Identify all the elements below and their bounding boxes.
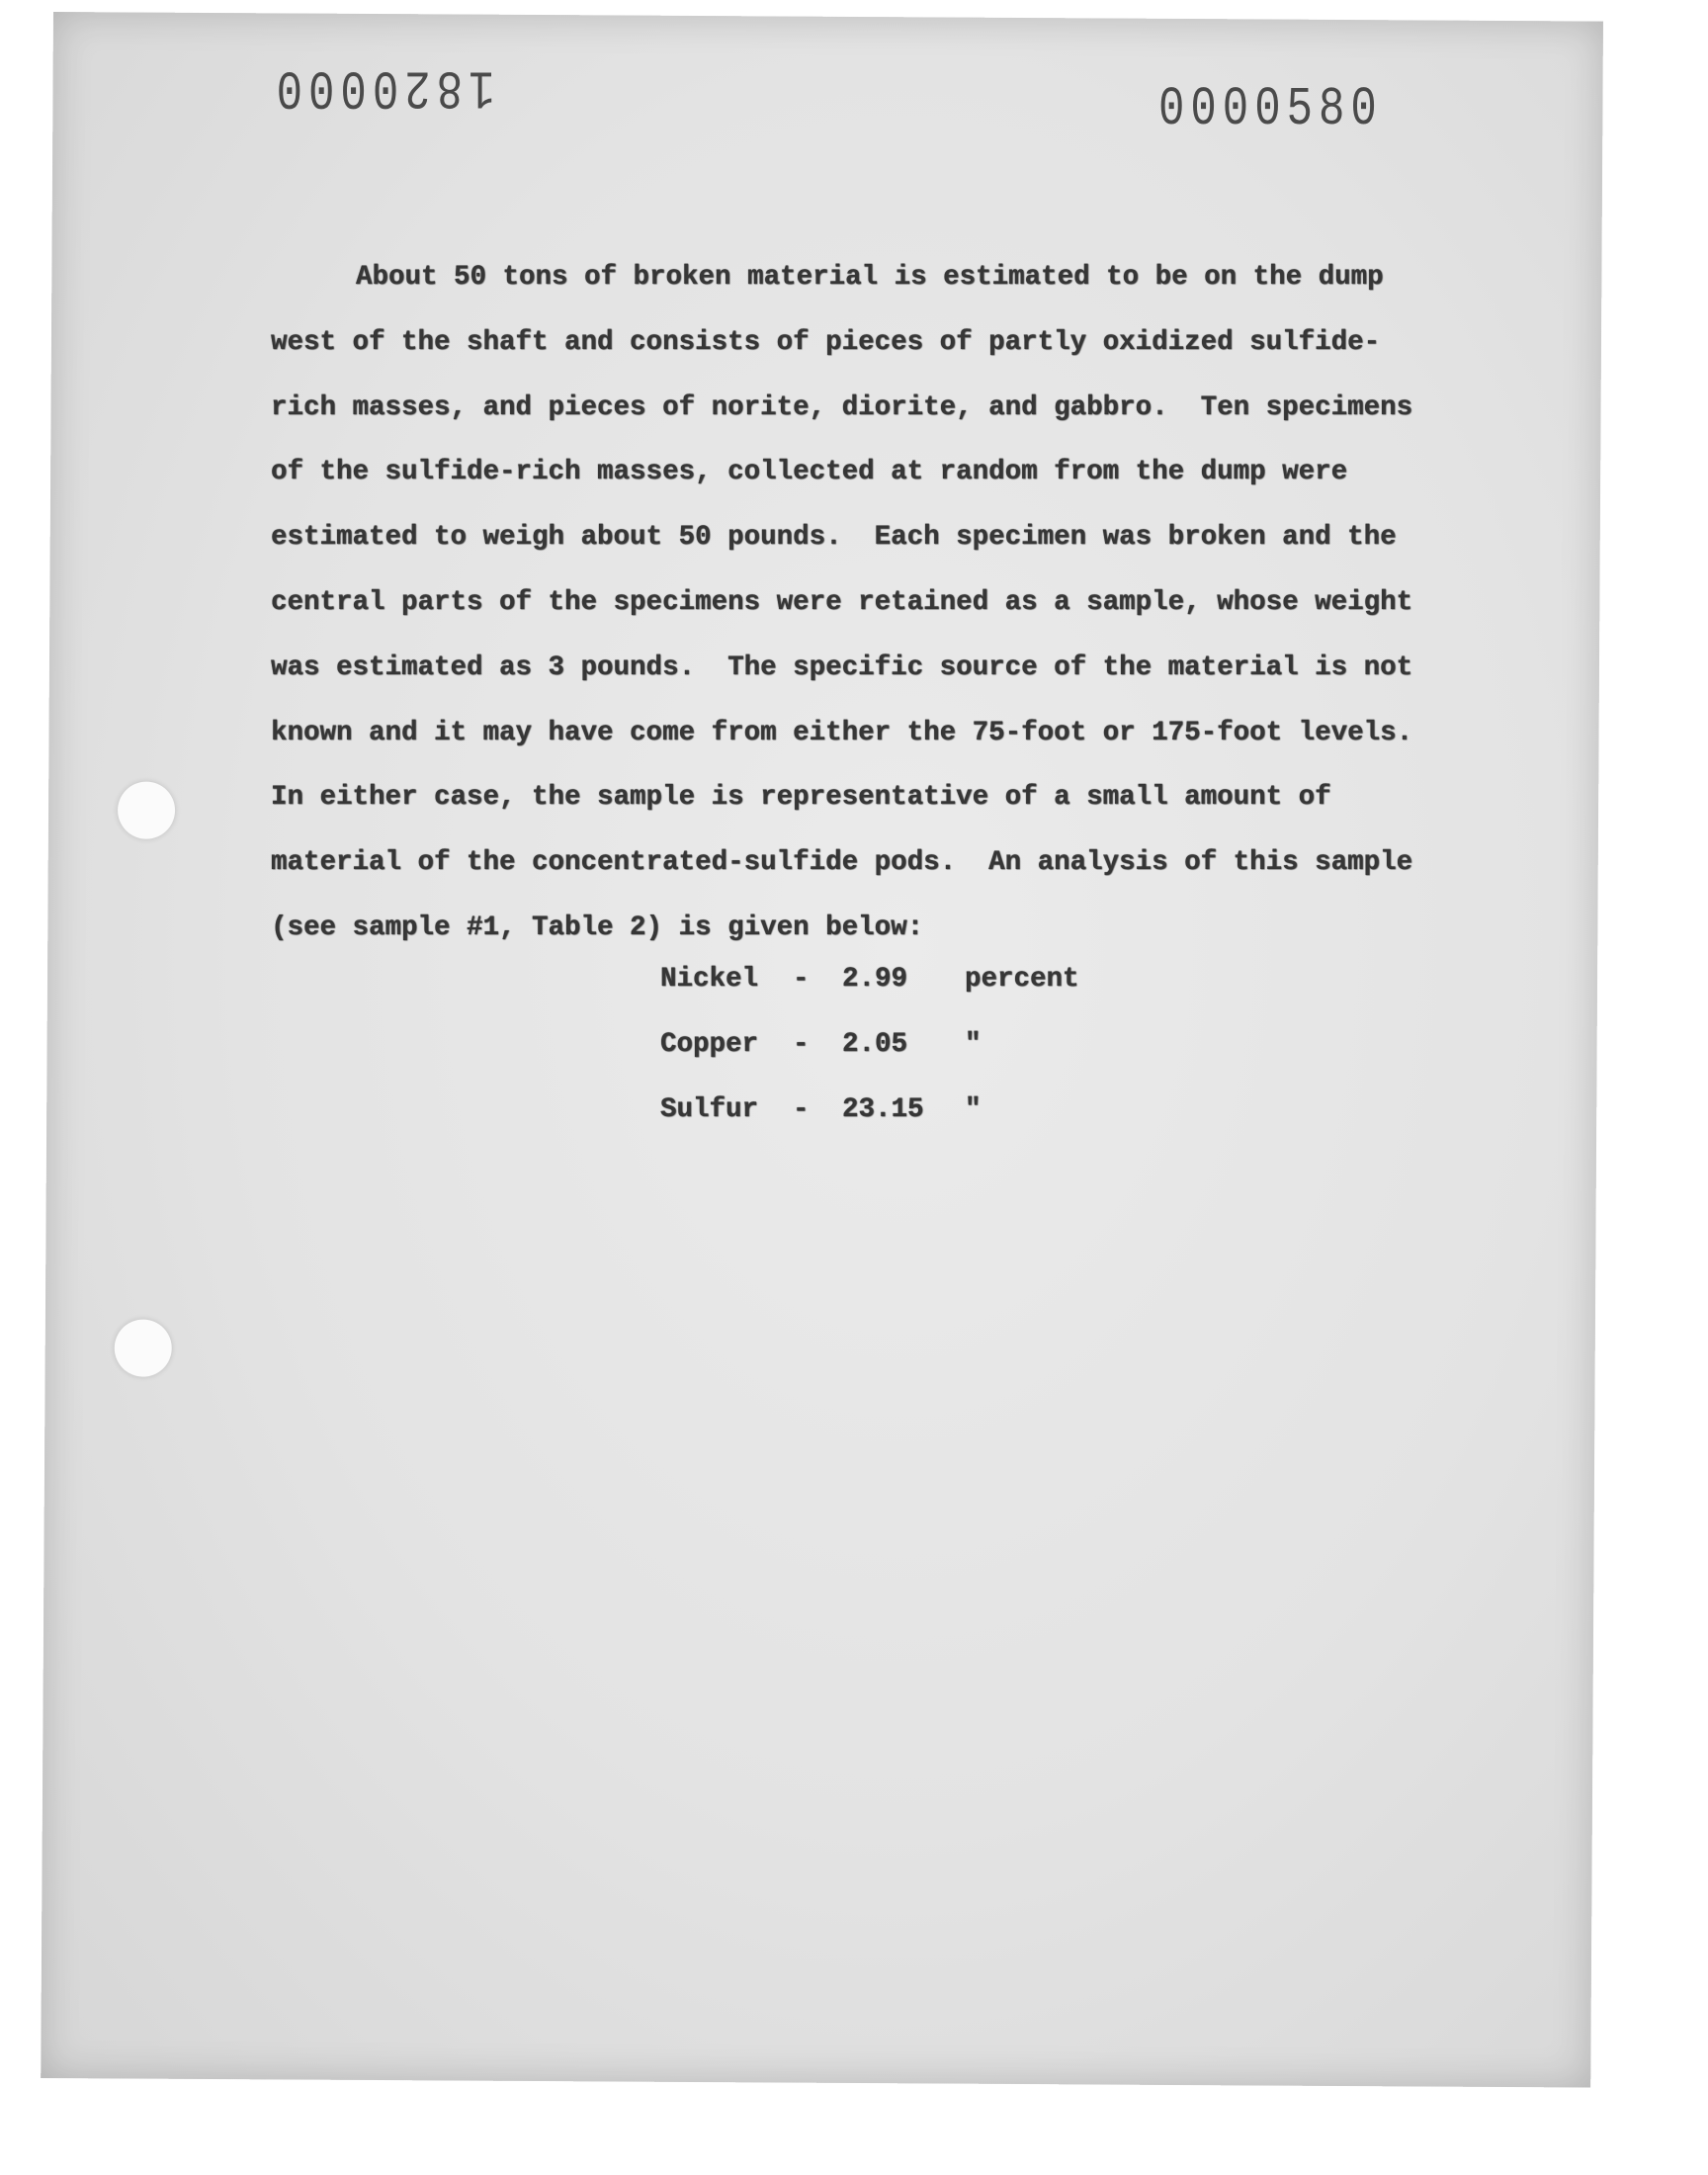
element-value: 23.15 — [842, 1094, 924, 1125]
dash-separator: - — [793, 1029, 810, 1060]
punch-hole — [118, 781, 175, 838]
element-value: 2.05 — [842, 1029, 908, 1060]
paragraph-line: rich masses, and pieces of norite, diorite, and gabbro. Ten specimens — [271, 392, 1413, 423]
paragraph-line: was estimated as 3 pounds. The specific source of the material is not — [271, 652, 1413, 683]
value-unit: percent — [965, 964, 1079, 995]
page-number-stamp: 0000580 — [1158, 79, 1383, 141]
element-name: Copper — [660, 1029, 759, 1060]
paragraph-line: (see sample #1, Table 2) is given below: — [271, 912, 924, 943]
page-stamp-upside-down: 1820000 — [270, 54, 495, 118]
paragraph-line: estimated to weigh about 50 pounds. Each specimen was broken and the — [271, 522, 1397, 554]
element-name: Sulfur — [660, 1094, 759, 1125]
paragraph-line: central parts of the specimens were retained as a sample, whose weight — [271, 586, 1413, 618]
analysis-row-sulfur — [660, 1094, 1079, 1160]
paragraph-line: west of the shaft and consists of pieces of partly oxidized sulfide- — [271, 326, 1381, 358]
analysis-row-copper — [660, 1029, 1079, 1094]
paragraph-line: In either case, the sample is representative of a small amount of — [271, 782, 1331, 814]
element-value: 2.99 — [842, 964, 908, 995]
analysis-row-nickel — [660, 964, 1079, 1029]
dash-separator: - — [793, 964, 810, 995]
element-name: Nickel — [660, 964, 759, 995]
paragraph-line: material of the concentrated-sulfide pods. An analysis of this sample — [271, 847, 1413, 879]
analysis-table — [660, 964, 1079, 1160]
paragraph-line: About 50 tons of broken material is estimated to be on the dump — [356, 262, 1384, 293]
paragraph-line: of the sulfide-rich masses, collected at random from the dump were — [271, 457, 1348, 488]
value-unit: " — [965, 1029, 982, 1060]
dash-separator: - — [793, 1094, 810, 1125]
value-unit: " — [965, 1094, 982, 1125]
punch-hole — [115, 1319, 172, 1376]
body-paragraph — [271, 245, 1437, 961]
paragraph-line: known and it may have come from either the 75-foot or 175-foot levels. — [271, 717, 1413, 748]
